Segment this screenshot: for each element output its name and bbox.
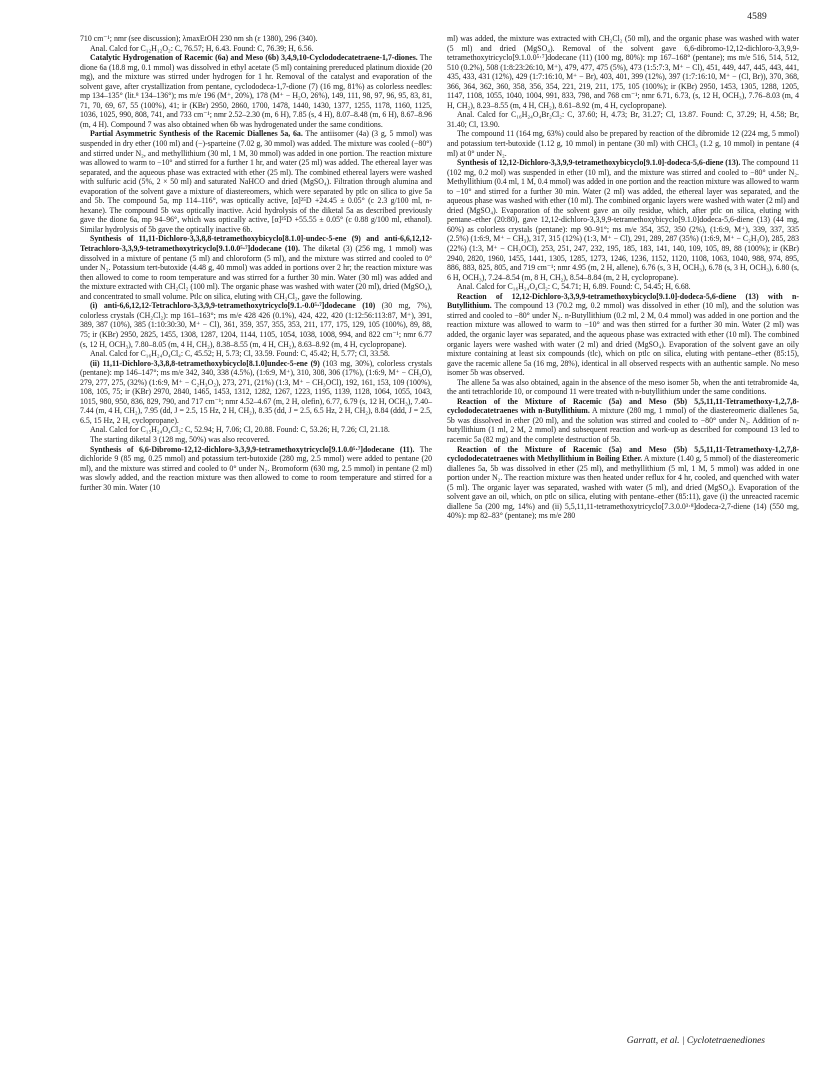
body-paragraph: Anal. Calcd for C₁₆H₂₄O₄Cl₄: C, 45.52; H, 5.73; Cl, 33.59. Found: C, 45.42; H, 5.77; Cl, 33.58. [90,349,390,359]
section-heading: Synthesis of 11,11-Dichloro-3,3,8,8-tetramethoxybicyclo[8.1.0]-undec-5-ene (9) and anti-6,6,12,12-Tetrachloro-3,3,9,9-tetramethoxytricyclo[9.1.0.0⁵·⁷]dodecane (10). [80,234,432,254]
section-heading: Partial Asymmetric Synthesis of the Racemic Diallenes 5a, 6a. [90,129,303,139]
procedure-paragraph [80,53,432,129]
body-paragraph: Anal. Calcd for C₁₂H₁₂O₂: C, 76.57; H, 6.43. Found: C, 76.39; H, 6.56. [90,43,314,53]
body-paragraph: The compound 11 (164 mg, 63%) could also be prepared by reaction of the dibromide 12 (224 mg, 5 mmol) and potassium tert-butoxide (1.12 g, 10 mmol) in pentane (30 ml) with CHCl₃ (1.2 g, 10 mmol) in pentane (4 ml) at 0° under N₂. [447,129,799,158]
section-heading: Reaction of the Mixture of Racemic (5a) and Meso (5b) 5,5,11,11-Tetramethoxy-1,2,7,8-cyclododecatetraenes with n-Butyllithium. [447,396,799,416]
paragraph-text: (103 mg, 30%), colorless crystals (pentane): mp 146–147°; ms m/e 342, 340, 338 (4.5%), (1:6:9, M⁺), 310, 308, 306 (17%), (1:6:9, M⁺ − CH₃O), 279, 277, 275, (32%) (1:6:9, M⁺ − C₂H₃O₂), 273, 271, (21%) (1:3, M⁺ − CH₃OCl), 192, 161, 153, 109 (100%), 108, 105, 75; ir (KBr) 2970, 2840, 1465, 1453, 1312, 1282, 1267, 1223, 1195, 1139, 1128, 1064, 1055, 1043, 1015, 980, 950, 836, 829, 790, and 717 cm⁻¹; nmr 4.52–4.67 (m, 2 H, olefin), 6.77, 6.79 (s, 12 H, OCH₃), 7.40–7.44 (m, 4 H, CH₂), 7.95 (dd, J = 2.5, 15 Hz, 2 H, CH₂), 8.35 (dd, J = 2.5, 6.5 Hz, 2 H, CH₂), 8.84 (ddd, J = 2.5, 6.5, 15 Hz, 2 H, cyclopropane). [80,358,432,425]
body-paragraph: Anal. Calcd for C₁₅H₂₄O₄Cl₂: C, 52.94; H, 7.06; Cl, 20.88. Found: C, 53.26; H, 7.26; Cl, 21.18. [90,425,390,435]
procedure-paragraph [447,445,799,521]
section-heading: (i) anti-6,6,12,12-Tetrachloro-3,3,9,9-tetramethoxytricyclo[9.1.-0.0⁵·⁷]dodecane (10) [90,301,376,311]
paragraph-text: The dichloride 9 (85 mg, 0.25 mmol) and potassium tert-butoxide (280 mg, 2.5 mmol) were added to pentane (20 ml), and the mixture was stirred and cooled to 0° under N₂. Bromoform (630 mg, 2.5 mmol) in pentane (2 ml) was slowly added, and the reaction mixture was then allowed to come to room temperature and stirred for a further 30 min. Water (10 [80,444,433,492]
procedure-paragraph [447,397,799,445]
body-paragraph: The allene 5a was also obtained, again in the absence of the meso isomer 5b, when the anti tetrabromide 4a, the anti tetrachloride 10, or compound 11 were treated with n-butyllithium under the same conditions. [447,377,799,397]
right-column [447,34,799,521]
procedure-paragraph [80,301,432,349]
procedure-paragraph [80,234,432,301]
paragraph-text: (30 mg, 7%), colorless crystals (CH₂Cl₂): mp 161–163°; ms m/e 428 426 (0.1%), 424, 422, 420 (1:12:56:113:87, M⁺), 391, 389, 387 (10%), 385 (1:10:30:30, M⁺ − Cl), 361, 359, 357, 355, 353, 211, 177, 175, 129, 105 (100%), 89, 88, 75; ir (KBr) 2950, 2825, 1455, 1308, 1287, 1204, 1144, 1105, 1054, 1038, 1008, 994, and 822 cm⁻¹; nmr 6.77 (s, 12 H, OCH₃), 7.80–8.05 (m, 4 H, CH₂), 8.38–8.55 (m, 4 H, CH₂), 8.63–8.92 (m, 4 H, cyclopropane). [80,301,432,349]
paragraph-text: The antiisomer (4a) (3 g, 5 mmol) was suspended in dry ether (100 ml) and (−)-sparteine (7.02 g, 30 mmol) was added. The mixture was cooled (−80°) and stirred under N₂, and methyllithium (30 ml, 1 M, 30 mmol) was added in one portion. The reaction mixture was allowed to warm to −10° and stirred for a further 1 hr, and water (25 ml) was added. The ethereal layer was separated, and the aqueous phase was extracted with ether (25 ml). The combined ethereal layers were washed with sulfuric acid (5%, 2 × 50 ml) and saturated NaHCO and dried (MgSO₄). Filtration through alumina and evaporation of the solvent gave a mixture of diastereomers, which were separated by ptlc on silica to give 5a and 5b. The compound 5a, mp 114–116°, was optically active, [α]²⁵D +24.45 ± 0.05° (c 2.3 g/100 ml, n-hexane). The compound 5b was optically inactive. Acid hydrolysis of the diketal 5a as described previously gave the dione 6a, mp 94–96°, which was optically active, [α]²⁵D +55.55 ± 0.05° (c 0.88 g/100 ml, ethanol). Similar hydrolysis of 5b gave the optically inactive 6b. [80,129,433,234]
page-number: 4589 [747,12,767,22]
paragraph-text: The compound 11 (102 mg, 0.2 mol) was suspended in ether (10 ml), and the mixture was stirred and cooled to −80° under N₂. Methyllithium (0.4 ml, 1 M, 0.4 mmol) was added in one portion and the reaction mixture was allowed to warm to −10° and stirred for a further 30 min. Water (2 ml) was added, the ethereal layer was separated, and the aqueous phase was washed with ether (10 ml). The combined organic layers were washed with water (2 ml) and dried (MgSO₄). Evaporation of the solvent gave an oily residue, which, after ptlc on silica, eluting with pentane–ether (20:80), gave 12,12-dichloro-3,3,9,9-tetramethoxybicyclo[9.1.0]dodeca-5,6-diene (13) (44 mg, 60%) as colorless crystals (pentane): mp 90–91°; ms m/e 354, 352, 350 (2%), (1:6:9, M⁺), 339, 337, 335 (2.5%) (1:6:9, M⁺ − CH₃), 317, 315 (12%) (1:3, M⁺ − Cl), 291, 289, 287 (35%) (1:6:9, M⁺ − C₂H₃O), 285, 283 (22%) (1:3, M⁺ − CH₃OCl), 253, 251, 247, 232, 195, 185, 183, 141, 140, 109, 105, 89, 88 (100%); ir (KBr) 2940, 2820, 1960, 1455, 1441, 1305, 1285, 1273, 1246, 1236, 1152, 1120, 1108, 1063, 1040, 988, 974, 895, 886, 883, 825, 805, and 719 cm⁻¹; nmr 4.95 (m, 2 H, allene), 6.76 (s, 3 H, OCH₃), 6.78 (s, 3 H, OCH₃), 6.80 (s, 6 H, OCH₃), 7.24–8.54 (m, 8 H, CH₂), 8.54–8.84 (m, 2 H, cyclopropane). [447,158,800,282]
section-heading: Synthesis of 6,6-Dibromo-12,12-dichloro-3,3,9,9-tetramethoxytricyclo[9.1.0.0⁵·⁷]dodecane (11). [90,444,415,454]
section-heading: Reaction of the Mixture of Racemic (5a) and Meso (5b) 5,5,11,11-Tetramethoxy-1,2,7,8-cyclododecatetraenes with Methyllithium in Boiling Ether. [447,444,799,464]
paragraph-text: A mixture (280 mg, 1 mmol) of the diastereomeric diallenes 5a, 5b was dissolved in ether (20 ml), and the solution was stirred and cooled to −80° under N₂. Addition of n-butyllithium (1 ml, 2 M, 2 mmol) and subsequent reaction and work-up as described for compound 13 led to racemic 5a (82 mg) and the complete destruction of 5b. [447,406,799,444]
left-column [80,34,432,492]
paragraph-text: A mixture (1.40 g, 5 mmol) of the diastereomeric diallenes 5a, 5b was dissolved in ether (25 ml), and methyllithium (5 ml, 1 M, 5 mmol) was added in one portion under N₂. The reaction mixture was then heated under reflux for 4 hr, cooled, and quenched with water (5 ml). The organic layer was separated, washed with water (5 ml), and dried (MgSO₄). Evaporation of the solvent gave an oil, which, on ptlc on silica, eluting with pentane–ether (85:11), gave (i) the unreacted racemic diallene 5a (200 mg, 14%) and (ii) 5,5,11,11-tetramethoxytricyclo[7.3.0.0³·⁸]dodeca-2,7-diene (14) (550 mg, 40%): mp 82–83° (pentane); ms m/e 280 [447,454,800,521]
paragraph-text: The dione 6a (18.8 mg, 0.1 mmol) was dissolved in ethyl acetate (5 ml) containing prereduced platinum dioxide (20 mg), and the mixture was stirred under hydrogen for 1 hr. Removal of the catalyst and evaporation of the solvent gave, after crystallization from pentane, cyclododeca-1,7-dione (7) (16 mg, 81%) as colorless needles: mp 134–135° (lit.⁸ 134–136°); ms m/e 196 (M⁺, 20%), 178 (M⁺ − H₂O, 26%), 149, 111, 98, 97, 96, 95, 83, 81, 71, 70, 69, 67, 55 (100%), 41; ir (KBr) 2950, 2860, 1700, 1478, 1440, 1430, 1377, 1255, 1178, 1160, 1125, 1036, 1025, 990, 808, 741, and 733 cm⁻¹; nmr 2.52–2.30 (m, 6 H), 7.85 (s, 4 H), 8.07–8.48 (m, 6 H), 8.67–8.96 (m, 4 H). Compound 7 was also obtained when 6b was hydrogenated under the same conditions. [80,53,433,129]
body-paragraph: Anal. Calcd for C₁₆H₂₄O₄Br₂Cl₂: C, 37.60; H, 4.73; Br, 31.27; Cl, 13.87. Found: C, 37.29; H, 4.58; Br, 31.40; Cl, 13.90. [447,110,799,129]
section-heading: (ii) 11,11-Dichloro-3,3,8,8-tetramethoxybicyclo[8.1.0]undec-5-ene (9) [90,358,320,368]
running-footer: Garratt, et al. | Cyclotetraenediones [626,1036,765,1046]
procedure-paragraph [80,445,432,493]
procedure-paragraph [447,292,799,378]
section-heading: Reaction of 12,12-Dichloro-3,3,9,9-tetramethoxybicyclo[9.1.0]-dodeca-5,6-diene (13) with n-Butyllithium. [447,291,799,311]
procedure-paragraph [80,359,432,426]
body-paragraph: The starting diketal 3 (128 mg, 50%) was also recovered. [90,434,270,444]
body-paragraph: ml) was added, the mixture was extracted with CH₂Cl₂ (50 ml), and the organic phase was washed with water (5 ml) and dried (MgSO₄). Removal of the solvent gave 6,6-dibromo-12,12-dichloro-3,3,9,9-tetramethoxytricyclo[9.1.0.0⁵·⁷]dodecane (11) (100 mg, 80%): mp 167–168° (pentane); ms m/e 516, 514, 512, 510 (0.2%), 508 (1:8:23:26:10, M⁺), 479, 477, 475 (5%), 473 (1:5:7:3, M⁺ − Cl), 451, 449, 447, 445, 443, 441, 435, 433, 431 (12%), 429 (1:7:16:10, M⁺ − Br), 403, 401, 399 (12%), 397 (1:7:16:10, M⁺ − (Cl, Br)), 370, 368, 366, 364, 362, 360, 358, 356, 354, 221, 219, 211, 175, 105 (100%); ir (KBr) 2950, 1453, 1305, 1288, 1205, 1147, 1108, 1055, 1040, 1004, 991, 833, 798, and 768 cm⁻¹; nmr 6.71, 6.73, (s, 12 H, OCH₃), 7.76–8.03 (m, 4 H, CH₂), 8.23–8.55 (m, 4 H, CH₂), 8.61–8.92 (m, 4 H, cyclopropane). [447,34,799,110]
procedure-paragraph [80,129,432,234]
section-heading: Catalytic Hydrogenation of Racemic (6a) and Meso (6b) 3,4,9,10-Cyclododecatetraene-1,7-diones. [90,53,418,63]
body-paragraph: 710 cm⁻¹; nmr (see discussion); λmaxEtOH 230 nm sh (ε 1380), 296 (340). [80,34,318,43]
procedure-paragraph [447,158,799,282]
body-paragraph: Anal. Calcd for C₁₆H₂₄O₄Cl₂: C, 54.71; H, 6.89. Found: C, 54.45; H, 6.68. [457,282,691,292]
paragraph-text: The compound 13 (70.2 mg, 0.2 mmol) was dissolved in ether (10 ml), and the solution was stirred and cooled to −80° under N₂. n-Butyllithium (0.2 ml, 2 M, 0.4 mmol) was added in one portion and the reaction mixture was allowed to warm to −10° and was then stirred for a further 30 min. Water (2 ml) was added, the organic layer was separated, and the aqueous phase was extracted with ether (10 ml). The combined organic layers were washed with water (2 ml) and dried (MgSO₄). Evaporation of the solvent gave an oily mixture containing at least six compounds (tlc), which on ptlc on silica, eluting with pentane–ether (85:15), gave the racemic allene 5a (16 mg, 28%), identical in all observed respects with an authentic sample. No meso isomer 5b was observed. [447,301,799,378]
paragraph-text: The diketal (3) (256 mg, 1 mmol) was dissolved in a mixture of pentane (5 ml) and chloroform (5 ml), and the mixture was stirred and cooled to 0° under N₂. Potassium tert-butoxide (4.48 g, 40 mmol) was added in portions over 2 hr; the reaction mixture was then allowed to come to room temperature and was stirred for a further 30 min. Water (30 ml) was added and the mixture extracted with CH₂Cl₂ (100 ml). The organic phase was washed with water (20 ml), dried (MgSO₄), and concentrated to small volume. Ptlc on silica, eluting with CH₂Cl₂, gave the following. [80,244,432,301]
section-heading: Synthesis of 12,12-Dichloro-3,3,9,9-tetramethoxybicyclo[9.1.0]-dodeca-5,6-diene (13). [457,158,741,168]
